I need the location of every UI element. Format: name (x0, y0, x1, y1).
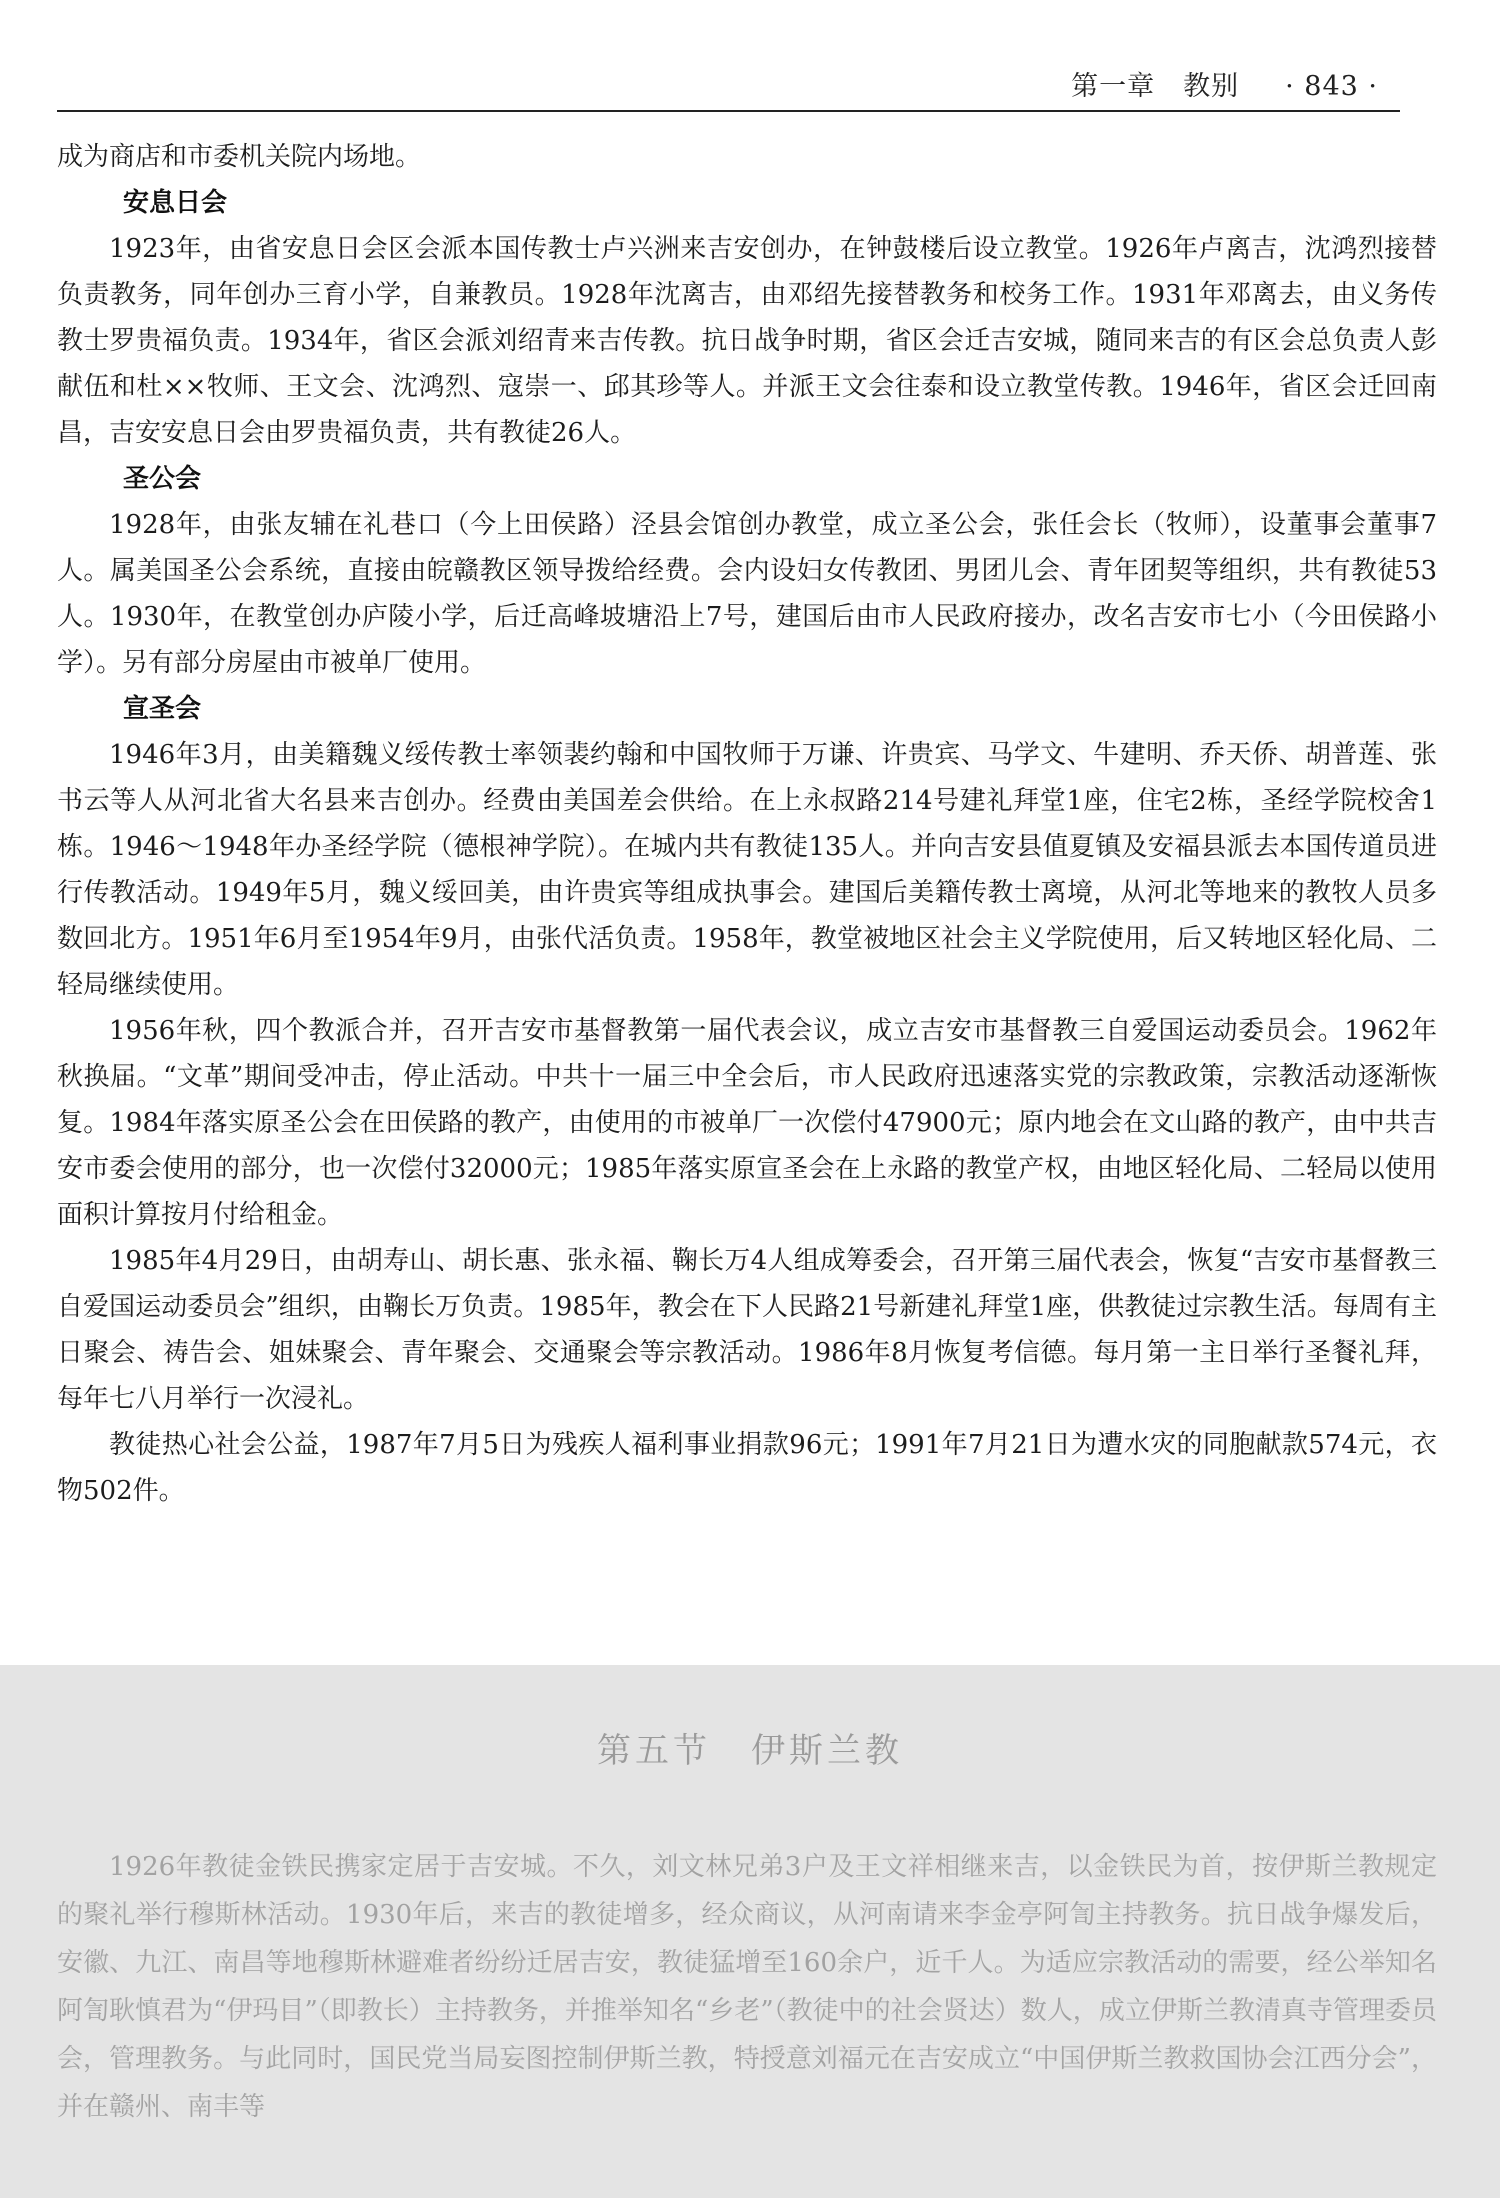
main-text (57, 134, 1437, 1514)
paragraph: 1956年秋，四个教派合并，召开吉安市基督教第一届代表会议，成立吉安市基督教三自爱国运动委员会。1962年秋换届。“文革”期间受冲击，停止活动。中共十一届三中全会后，市人民政府迅速落实党的宗教政策，宗教活动逐渐恢复。1984年落实原圣公会在田侯路的教产，由使用的市被单厂一次偿付47900元；原内地会在文山路的教产，由中共吉安市委会使用的部分，也一次偿付32000元；1985年落实原宣圣会在上永路的教堂产权，由地区轻化局、二轻局以使用面积计算按月付给租金。 (57, 1016, 1437, 1230)
section-name: 伊斯兰教 (751, 1731, 903, 1771)
section-heading: 安息日会 (123, 188, 228, 218)
paragraph: 成为商店和市委机关院内场地。 (57, 142, 422, 172)
section-heading: 宣圣会 (123, 694, 202, 724)
section-body (57, 1843, 1437, 2131)
page-header (57, 58, 1400, 112)
paragraph: 1923年，由省安息日会区会派本国传教士卢兴洲来吉安创办，在钟鼓楼后设立教堂。1926年卢离吉，沈鸿烈接替负责教务，同年创办三育小学，自兼教员。1928年沈离吉，由邓绍先接替教务和校务工作。1931年邓离去，由义务传教士罗贵福负责。1934年，省区会派刘绍青来吉传教。抗日战争时期，省区会迁吉安城，随同来吉的有区会总负责人彭献伍和杜××牧师、王文会、沈鸿烈、寇崇一、邱其珍等人。并派王文会往泰和设立教堂传教。1946年，省区会迁回南昌，吉安安息日会由罗贵福负责，共有教徒26人。 (57, 234, 1437, 448)
section-heading: 圣公会 (123, 464, 202, 494)
paragraph: 教徒热心社会公益，1987年7月5日为残疾人福利事业捐款96元；1991年7月21日为遭水灾的同胞献款574元，衣物502件。 (57, 1430, 1437, 1506)
paragraph: 1985年4月29日，由胡寿山、胡长惠、张永福、鞠长万4人组成筹委会，召开第三届代表会，恢复“吉安市基督教三自爱国运动委员会”组织，由鞠长万负责。1985年，教会在下人民路21号新建礼拜堂1座，供教徒过宗教生活。每周有主日聚会、祷告会、姐妹聚会、青年聚会、交通聚会等宗教活动。1986年8月恢复考信德。每月第一主日举行圣餐礼拜，每年七八月举行一次浸礼。 (57, 1246, 1437, 1414)
chapter-title: 第一章 教别 (1071, 71, 1240, 102)
section-title (0, 1723, 1500, 1772)
paragraph: 1946年3月，由美籍魏义绥传教士率领裴约翰和中国牧师于万谦、许贵宾、马学文、牛建明、乔天侨、胡普莲、张书云等人从河北省大名县来吉创办。经费由美国差会供给。在上永叔路214号建礼拜堂1座，住宅2栋，圣经学院校舍1栋。1946～1948年办圣经学院（德根神学院）。在城内共有教徒135人。并向吉安县值夏镇及安福县派去本国传道员进行传教活动。1949年5月，魏义绥回美，由许贵宾等组成执事会。建国后美籍传教士离境，从河北等地来的教牧人员多数回北方。1951年6月至1954年9月，由张代活负责。1958年，教堂被地区社会主义学院使用，后又转地区轻化局、二轻局继续使用。 (57, 740, 1437, 1000)
running-header (1071, 64, 1378, 103)
section-five (0, 1665, 1500, 2198)
page-number: · 843 · (1285, 71, 1378, 102)
paragraph: 1928年，由张友辅在礼巷口（今上田侯路）泾县会馆创办教堂，成立圣公会，张任会长（牧师），设董事会董事7人。属美国圣公会系统，直接由皖赣教区领导拨给经费。会内设妇女传教团、男团儿会、青年团契等组织，共有教徒53人。1930年，在教堂创办庐陵小学，后迁高峰坡塘沿上7号，建国后由市人民政府接办，改名吉安市七小（今田侯路小学）。另有部分房屋由市被单厂使用。 (57, 510, 1437, 678)
section-paragraph: 1926年教徒金铁民携家定居于吉安城。不久，刘文林兄弟3户及王文祥相继来吉，以金铁民为首，按伊斯兰教规定的聚礼举行穆斯林活动。1930年后，来吉的教徒增多，经众商议，从河南请来李金亭阿訇主持教务。抗日战争爆发后，安徽、九江、南昌等地穆斯林避难者纷纷迁居吉安，教徒猛增至160余户，近千人。为适应宗教活动的需要，经公举知名阿訇耿慎君为“伊玛目”（即教长）主持教务，并推举知名“乡老”（教徒中的社会贤达）数人，成立伊斯兰教清真寺管理委员会，管理教务。与此同时，国民党当局妄图控制伊斯兰教，特授意刘福元在吉安成立“中国伊斯兰教救国协会江西分会”，并在赣州、南丰等 (57, 1852, 1437, 2122)
section-number: 第五节 (597, 1731, 711, 1771)
